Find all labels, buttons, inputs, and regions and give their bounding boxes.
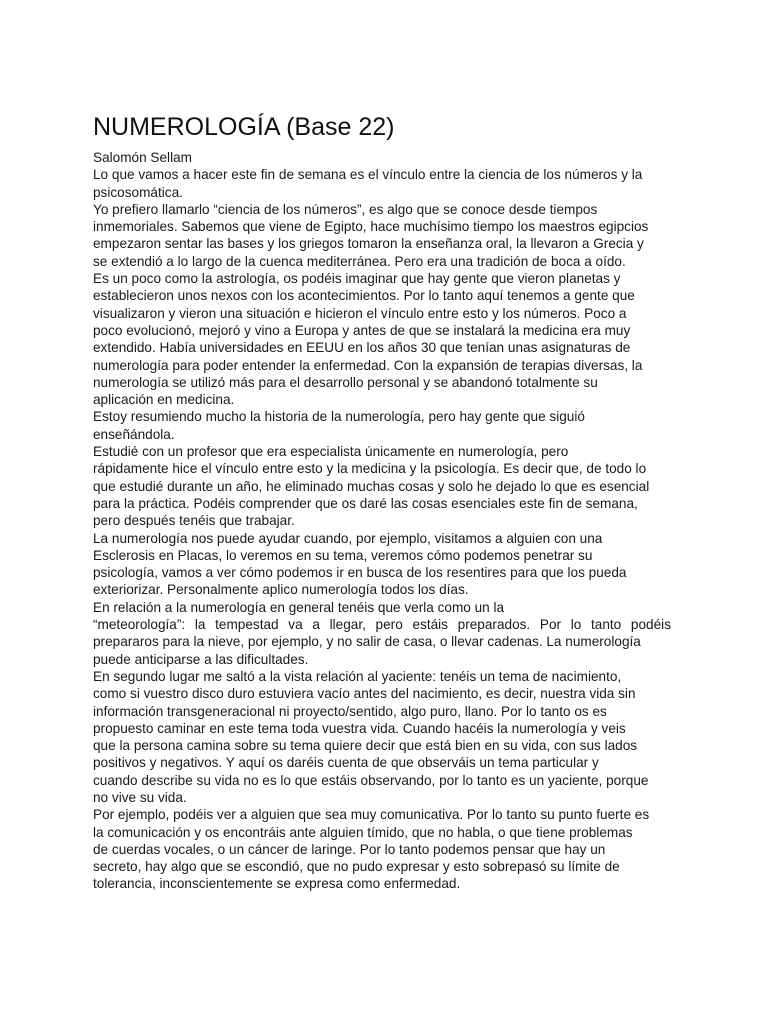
text-line: Estoy resumiendo mucho la historia de la numerología, pero hay gente que siguió [93, 409, 585, 425]
text-line: psicología, vamos a ver cómo podemos ir en busca de los resentires para que los pueda [93, 565, 627, 581]
text-line: exteriorizar. Personalmente aplico numerología todos los días. [93, 582, 469, 598]
text-line: numerología se utilizó más para el desarrollo personal y se abandonó totalmente su [93, 374, 598, 390]
text-line: puede anticiparse a las dificultades. [93, 651, 309, 667]
text-line: Es un poco como la astrología, os podéis imaginar que hay gente que vieron planetas y [93, 271, 621, 287]
text-line: propuesto caminar en este tema toda vuestra vida. Cuando hacéis la numerología y veis [93, 720, 626, 736]
text-line: psicosomática. [93, 184, 183, 200]
text-line: visualizaron y vieron una situación e hicieron el vínculo entre esto y los números. Poco a [93, 305, 627, 321]
text-line: información transgeneracional ni proyecto/sentido, algo puro, llano. Por lo tanto os es [93, 703, 607, 719]
text-line: aplicación en medicina. [93, 392, 235, 408]
text-line: rápidamente hice el vínculo entre esto y la medicina y la psicología. Es decir que, de todo lo [93, 461, 647, 477]
text-line: poco evolucionó, mejoró y vino a Europa y antes de que se instalará la medicina era muy [93, 322, 631, 338]
text-line: cuando describe su vida no es lo que estáis observando, por lo tanto es un yaciente, porque [93, 772, 649, 788]
text-line: empezaron sentar las bases y los griegos tomaron la enseñanza oral, la llevaron a Grecia y [93, 236, 644, 252]
author-line: Salomón Sellam [93, 150, 192, 165]
text-line: La numerología nos puede ayudar cuando, por ejemplo, visitamos a alguien con una [93, 530, 603, 546]
text-line: En segundo lugar me saltó a la vista relación al yaciente: tenéis un tema de nacimiento, [93, 668, 622, 684]
text-line: numerología para poder entender la enfermedad. Con la expansión de terapias diversas, la [93, 357, 643, 373]
text-line: la comunicación y os encontráis ante alguien tímido, que no habla, o que tiene problemas [93, 824, 633, 840]
text-line: enseñándola. [93, 426, 175, 442]
text-line: Lo que vamos a hacer este fin de semana es el vínculo entre la ciencia de los números y la [93, 167, 643, 183]
text-line: positivos y negativos. Y aquí os daréis cuenta de que observáis un tema particular y [93, 755, 599, 771]
text-line: se extendió a lo largo de la cuenca mediterránea. Pero era una tradición de boca a oído. [93, 253, 626, 269]
text-line: establecieron unos nexos con los acontecimientos. Por lo tanto aquí tenemos a gente que [93, 288, 635, 304]
text-line: que la persona camina sobre su tema quiere decir que está bien en su vida, con sus lados [93, 738, 638, 754]
text-line: Esclerosis en Placas, lo veremos en su tema, veremos cómo podemos penetrar su [93, 547, 593, 563]
text-line: En relación a la numerología en general tenéis que verla como un la [93, 599, 505, 615]
text-line: extendido. Había universidades en EEUU en los años 30 que tenían unas asignaturas de [93, 340, 631, 356]
text-line: Estudié con un profesor que era especialista únicamente en numerología, pero [93, 444, 569, 460]
document-title: NUMEROLOGÍA (Base 22) [93, 113, 395, 141]
text-line: inmemoriales. Sabemos que viene de Egipto, hace muchísimo tiempo los maestros egipcios [93, 219, 649, 235]
document-body [93, 149, 693, 893]
text-line: “meteorología”: la tempestad va a llegar, pero estáis preparados. Por lo tanto podéis [93, 617, 671, 633]
text-line: como si vuestro disco duro estuviera vacío antes del nacimiento, es decir, nuestra vida sin [93, 686, 636, 702]
text-line: que estudié durante un año, he eliminado muchas cosas y solo he dejado lo que es esencial [93, 478, 650, 494]
text-line: secreto, hay algo que se escondió, que no pudo expresar y esto sobrepasó su límite de [93, 859, 620, 875]
text-line: de cuerdas vocales, o un cáncer de laringe. Por lo tanto podemos pensar que hay un [93, 841, 606, 857]
text-line: pero después tenéis que trabajar. [93, 513, 295, 529]
text-line: Por ejemplo, podéis ver a alguien que sea muy comunicativa. Por lo tanto su punto fuerte es [93, 807, 650, 823]
text-line: Yo prefiero llamarlo “ciencia de los números”, es algo que se conoce desde tiempos [93, 201, 598, 217]
text-line: tolerancia, inconscientemente se expresa como enfermedad. [93, 876, 461, 892]
text-line: para la práctica. Podéis comprender que os daré las cosas esenciales este fin de semana, [93, 495, 638, 511]
text-line: no vive su vida. [93, 789, 187, 805]
text-line: prepararos para la nieve, por ejemplo, y no salir de casa, o llevar cadenas. La numerología [93, 634, 641, 650]
